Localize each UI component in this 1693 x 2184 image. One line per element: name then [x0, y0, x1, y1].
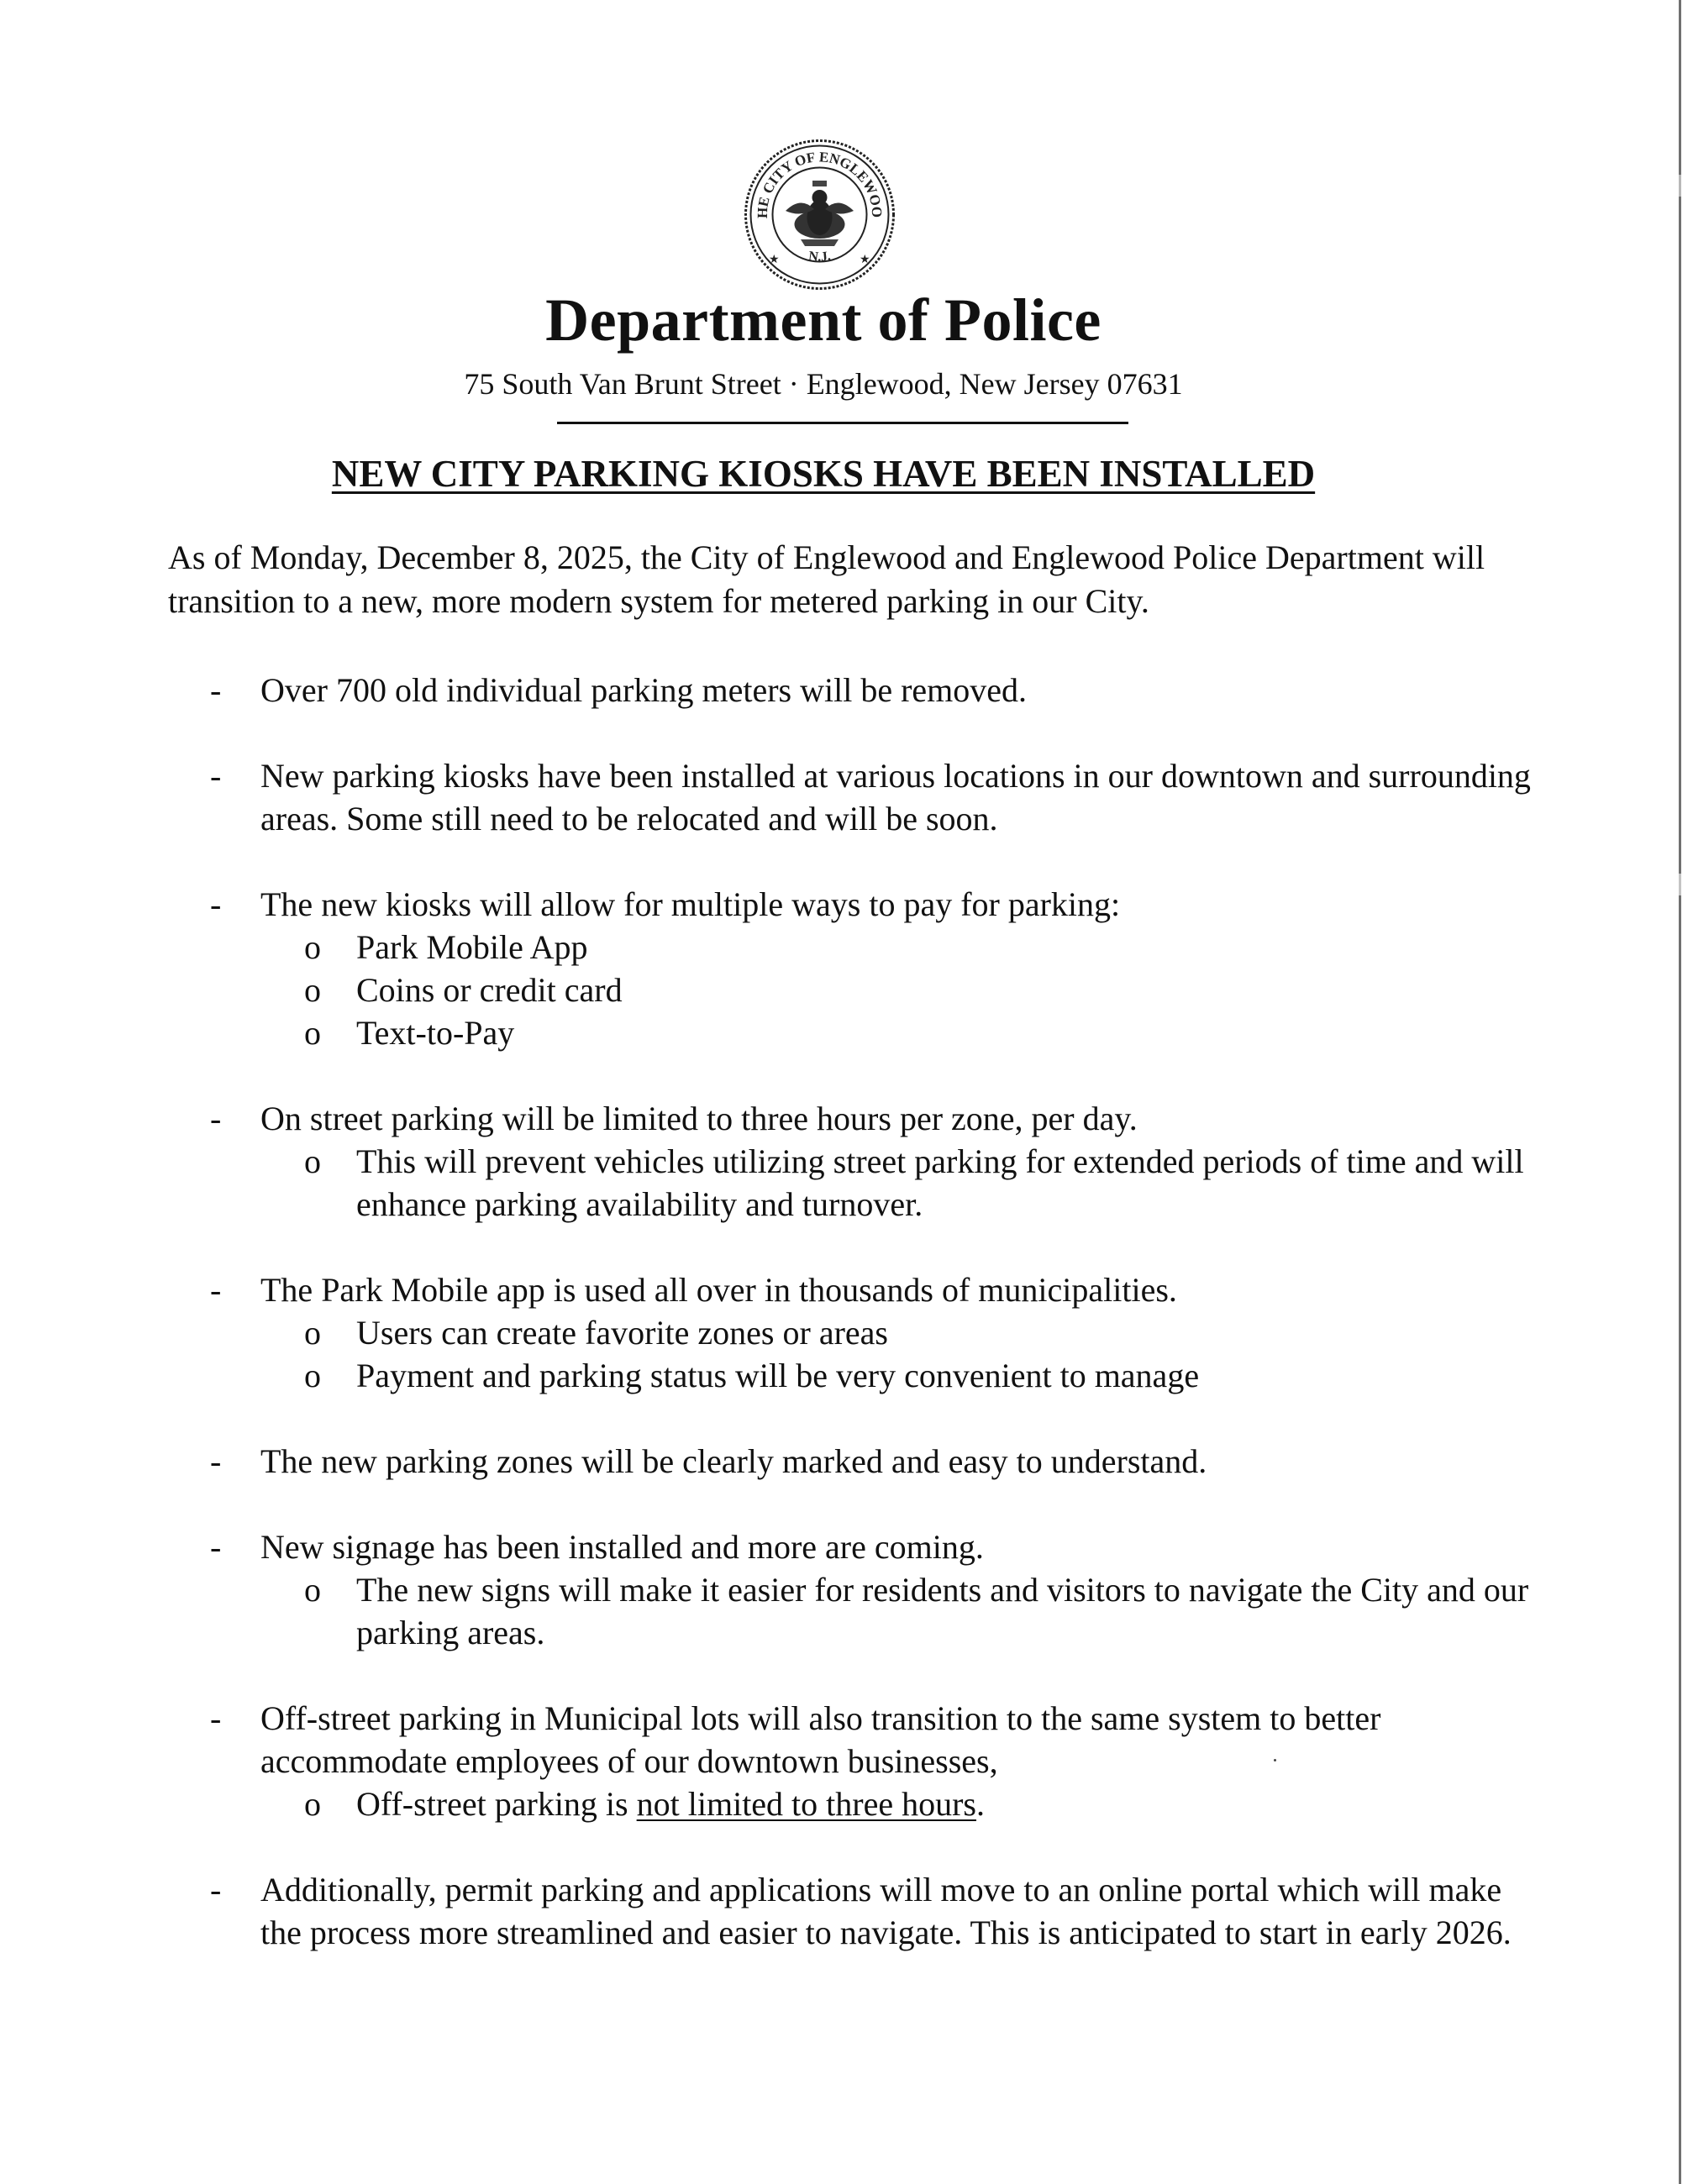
sub-list	[260, 926, 1538, 1054]
bullet-text: On street parking will be limited to three hours per zone, per day.	[260, 1100, 1138, 1137]
sub-item	[304, 1782, 1538, 1825]
svg-text:★: ★	[769, 253, 780, 266]
bullet-item	[210, 1097, 1538, 1226]
bullet-list	[210, 669, 1538, 1997]
bullet-dash: -	[210, 1271, 222, 1309]
bullet-dash: -	[210, 885, 222, 923]
bullet-text: The new kiosks will allow for multiple ways to pay for parking:	[260, 885, 1121, 923]
bullet-dash: -	[210, 1100, 222, 1137]
sub-item	[304, 1140, 1538, 1226]
sub-item	[304, 969, 1538, 1011]
seal-top-text: HE CITY OF ENGLEWOO	[754, 149, 886, 219]
bullet-dash: -	[210, 671, 222, 709]
department-address: 75 South Van Brunt Street · Englewood, New Jersey 07631	[464, 367, 1183, 401]
bullet-item	[210, 669, 1538, 711]
sub-marker: o	[304, 1314, 321, 1352]
bullet-text: Off-street parking in Municipal lots will also transition to the same system to better accommodate employees of our downtown businesses,	[260, 1699, 1381, 1780]
bullet-item	[210, 1525, 1538, 1654]
svg-text:★: ★	[860, 253, 870, 266]
sub-list	[260, 1568, 1538, 1654]
bullet-dash: -	[210, 1528, 222, 1566]
sub-marker: o	[304, 1785, 321, 1823]
sub-marker: o	[304, 1014, 321, 1052]
sub-text: Users can create favorite zones or areas	[356, 1314, 888, 1352]
bullet-text: The new parking zones will be clearly marked and easy to understand.	[260, 1442, 1207, 1480]
bullet-item	[210, 754, 1538, 840]
bullet-item	[210, 883, 1538, 1054]
bullet-dash: -	[210, 1699, 222, 1737]
sub-item	[304, 1354, 1538, 1397]
sub-text: Text-to-Pay	[356, 1014, 515, 1052]
bullet-item	[210, 1697, 1538, 1825]
sub-text-underlined: not limited to three hours	[636, 1785, 976, 1823]
sub-list	[260, 1140, 1538, 1226]
bullet-item	[210, 1440, 1538, 1483]
bullet-item	[210, 1868, 1538, 1954]
sub-text: Payment and parking status will be very convenient to manage	[356, 1357, 1200, 1394]
sub-text-prefix: Off-street parking is	[356, 1785, 637, 1823]
bullet-text: The Park Mobile app is used all over in thousands of municipalities.	[260, 1271, 1177, 1309]
sub-item	[304, 1011, 1538, 1054]
sub-marker: o	[304, 928, 321, 966]
department-title: Department of Police	[545, 286, 1102, 354]
sub-text: Coins or credit card	[356, 971, 623, 1009]
header-divider	[557, 422, 1128, 424]
sub-item	[304, 1311, 1538, 1354]
sub-marker: o	[304, 1357, 321, 1394]
bullet-text: New signage has been installed and more are coming.	[260, 1528, 984, 1566]
sub-text-suffix: .	[976, 1785, 985, 1823]
bullet-text: Over 700 old individual parking meters will be removed.	[260, 671, 1028, 709]
bullet-dash: -	[210, 1442, 222, 1480]
intro-paragraph: As of Monday, December 8, 2025, the City of Englewood and Englewood Police Department will transition to a new, more modern system for metered parking in our City.	[168, 538, 1485, 620]
sub-marker: o	[304, 1571, 321, 1609]
sub-text: This will prevent vehicles utilizing street parking for extended periods of time and will enhance parking availability and turnover.	[356, 1142, 1524, 1223]
sub-item	[304, 1568, 1538, 1654]
bullet-item	[210, 1268, 1538, 1397]
sub-item	[304, 926, 1538, 969]
bullet-dash: -	[210, 757, 222, 795]
sub-list	[260, 1311, 1538, 1397]
scan-speck	[1274, 1759, 1276, 1761]
sub-list	[260, 1782, 1538, 1825]
city-seal-graphic	[742, 137, 897, 292]
sub-marker: o	[304, 1142, 321, 1180]
svg-text:N.J.	[807, 249, 832, 265]
sub-text: Park Mobile App	[356, 928, 588, 966]
bullet-text: New parking kiosks have been installed at various locations in our downtown and surrounding areas. Some still need to be relocated and will be soon.	[260, 757, 1531, 837]
seal-bottom-text: N.J.	[807, 249, 832, 265]
scan-edge-line	[1679, 0, 1681, 2184]
bullet-text: Additionally, permit parking and applications will move to an online portal which will make the process more streamlined and easier to navigate. This is anticipated to start in early 2026.	[260, 1871, 1512, 1951]
city-seal-icon	[742, 137, 897, 292]
sub-text: The new signs will make it easier for residents and visitors to navigate the City and our parking areas.	[356, 1571, 1529, 1651]
sub-marker: o	[304, 971, 321, 1009]
bullet-dash: -	[210, 1871, 222, 1908]
notice-headline: NEW CITY PARKING KIOSKS HAVE BEEN INSTALLED	[331, 453, 1316, 495]
